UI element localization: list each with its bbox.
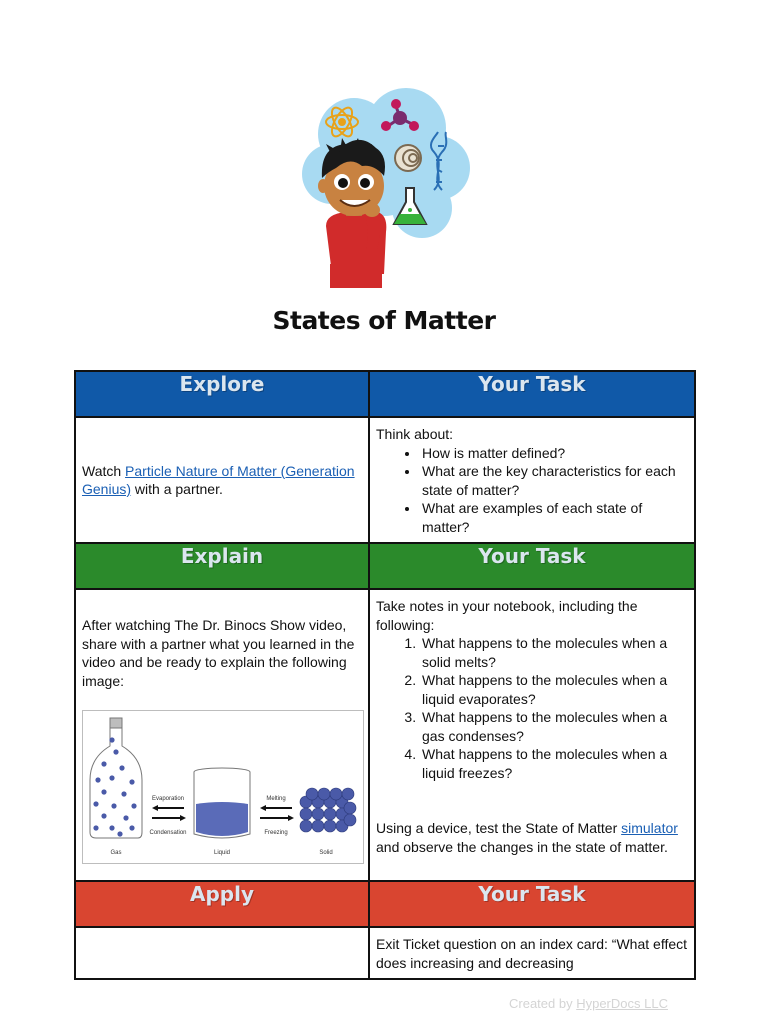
generation-genius-link[interactable]: Particle Nature of Matter (Generation Genius) [82,462,355,497]
simulator-prefix: Using a device, test the State of Matter [376,820,622,836]
simulator-link[interactable]: simulator [621,820,678,836]
states-of-matter-diagram [82,710,364,864]
list-item: 2. What happens to the molecules when a liquid evaporates? [420,671,688,708]
scientist-boy-illustration [296,86,476,298]
page-title: States of Matter [272,306,496,335]
apply-task-text: Exit Ticket question on an index card: “What effect does increasing and decreasing [376,936,688,971]
apply-task-header: Your Task [369,881,695,927]
apply-header-row [75,881,695,927]
apply-left-cell [75,927,369,979]
list-item: 4. What happens to the molecules when a liquid freezes? [420,745,688,782]
explain-task-intro: Take notes in your notebook, including the following: [376,598,638,633]
freezing-label: Freezing [264,830,288,836]
hyperdocs-link[interactable]: HyperDocs LLC [576,996,668,1011]
lesson-table [74,370,696,980]
explain-task-list [376,634,688,782]
explore-watch-prefix: Watch [82,462,126,479]
explain-content-row [75,589,695,881]
list-item: • How is matter defined? [420,444,688,463]
explore-left-cell [75,417,369,543]
liquid-label: Liquid [213,850,231,856]
explore-task-list [376,444,688,537]
explain-header: Explain [75,543,369,589]
gas-label: Gas [110,850,122,856]
explore-task-cell [369,417,695,543]
list-item: 1. What happens to the molecules when a solid melts? [420,634,688,671]
footer-credit [509,996,668,1011]
explain-task-header: Your Task [369,543,695,589]
melting-label: Melting [266,796,286,802]
explain-header-row [75,543,695,589]
explore-task-header: Your Task [369,371,695,417]
explain-simulator-text [376,819,688,856]
apply-header: Apply [75,881,369,927]
explain-task-cell [369,589,695,881]
explore-content-row [75,417,695,543]
explore-header: Explore [75,371,369,417]
evaporation-label: Evaporation [151,796,185,802]
explain-left-cell [75,589,369,881]
condensation-label: Condensation [149,830,187,836]
list-item: • What are the key characteristics for each state of matter? [420,462,688,499]
solid-label: Solid [319,850,333,856]
explore-watch-suffix: with a partner. [131,481,223,497]
explore-header-row [75,371,695,417]
apply-content-row [75,927,695,979]
explain-instructions: After watching The Dr. Binocs Show video, share with a partner what you learned in the video and be ready to explain the following image: [82,617,355,689]
simulator-suffix: and observe the changes in the state of matter. [376,838,668,855]
list-item: • What are examples of each state of matter? [420,499,688,536]
list-item: 3. What happens to the molecules when a gas condenses? [420,708,688,745]
shell-icon [395,145,421,171]
apply-task-cell [369,927,695,979]
explore-instructions [76,456,368,505]
footer-prefix: Created by [509,996,577,1011]
explore-task-intro: Think about: [376,426,454,442]
